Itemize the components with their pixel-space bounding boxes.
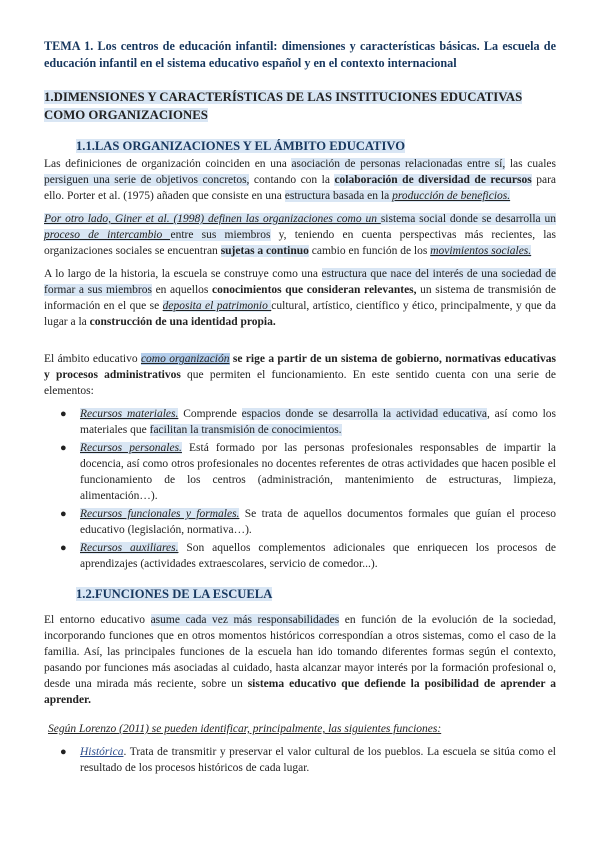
paragraph-organizaciones-definicion: Las definiciones de organización coinciden en una asociación de personas relacionadas entre sí, las cuales persiguen una serie de objetivos concretos, contando con la colaboración de diversidad de recursos para ello. Porter et al. (1975) añaden que consiste en una estructura basada en la producción de beneficios. [44,158,557,202]
bullet-icon: ● [60,542,67,554]
paragraph-ambito-educativo: El ámbito educativo como organización se rige a partir de un sistema de gobierno, normativas educativas y procesos administrativos que permiten el funcionamiento. En este sentido cuenta con una serie de elementos: [44,353,556,397]
paragraph-entorno-educativo: El entorno educativo asume cada vez más responsabilidades en función de la evolución de la sociedad, incorporando funciones que en otros momentos históricos correspondían a otros sistemas, como el caso de la familia. Así, las principales funciones de la escuela han ido tomando diferentes formas según el contexto, pasando por funciones más asociadas al cuidado, hasta alcanzar mayor interés por la formación profesional o, desde una mirada más reciente, sobre un sistema educativo que defiende la posibilidad de aprender a aprender. [44,614,556,706]
document-title: TEMA 1. Los centros de educación infantil: dimensiones y características básicas. La escuela de educación infantil en el sistema educativo español y en el contexto internacional [44,39,556,70]
elementos-list [44,406,556,572]
list-item: ● Histórica. Trata de transmitir y preservar el valor cultural de los pueblos. La escuela se sitúa como el resultado de los procesos históricos de cada lugar. [60,746,556,774]
section-1-heading: 1.DIMENSIONES Y CARACTERÍSTICAS DE LAS INSTITUCIONES EDUCATIVAS COMO ORGANIZACIONES [44,90,523,122]
list-item: ● Recursos funcionales y formales. Se trata de aquellos documentos formales que guían el proceso educativo (legislación, normativa…). [60,508,556,536]
bullet-icon: ● [60,746,67,758]
paragraph-historia-escuela: A lo largo de la historia, la escuela se construye como una estructura que nace del interés de una sociedad de formar a sus miembros en aquellos conocimientos que consideran relevantes, un sistema de transmisión de información en el que se deposita el patrimonio cultural, artístico, científico y ético, principalmente, y que da lugar a la construcción de una identidad propia. [44,268,556,328]
section-1-2-heading: 1.2.FUNCIONES DE LA ESCUELA [76,587,273,601]
bullet-icon: ● [60,442,67,454]
funciones-list [44,744,556,776]
bullet-icon: ● [60,508,67,520]
list-item: ● Recursos auxiliares. Son aquellos complementos adicionales que enriquecen los procesos de aprendizajes (actividades extraescolares, servicio de comedor...). [60,542,556,570]
list-item: ● Recursos materiales. Comprende espacios donde se desarrolla la actividad educativa, así como los materiales que facilitan la transmisión de conocimientos. [60,408,556,436]
paragraph-lorenzo-intro: Según Lorenzo (2011) se pueden identificar, principalmente, las siguientes funciones: [48,723,442,735]
section-1-1-heading: 1.1.LAS ORGANIZACIONES Y EL ÁMBITO EDUCATIVO [76,139,405,153]
section-1-heading-wrap [44,88,556,124]
paragraph-giner: Por otro lado, Giner et al. (1998) definen las organizaciones como un sistema social donde se desarrolla un proceso de intercambio entre sus miembros y, teniendo en cuenta perspectivas más recientes, las organizaciones sociales se encuentran sujetas a continuo cambio en función de los movimientos sociales. [44,213,557,257]
list-item: ● Recursos personales. Está formado por las personas profesionales responsables de impartir la docencia, así como otros profesionales no docentes referentes de otras actividades que hacen posible el funcionamiento de los centros (administración, mantenimiento de estructuras, limpieza, alimentación…). [60,442,556,502]
bullet-icon: ● [60,408,67,420]
